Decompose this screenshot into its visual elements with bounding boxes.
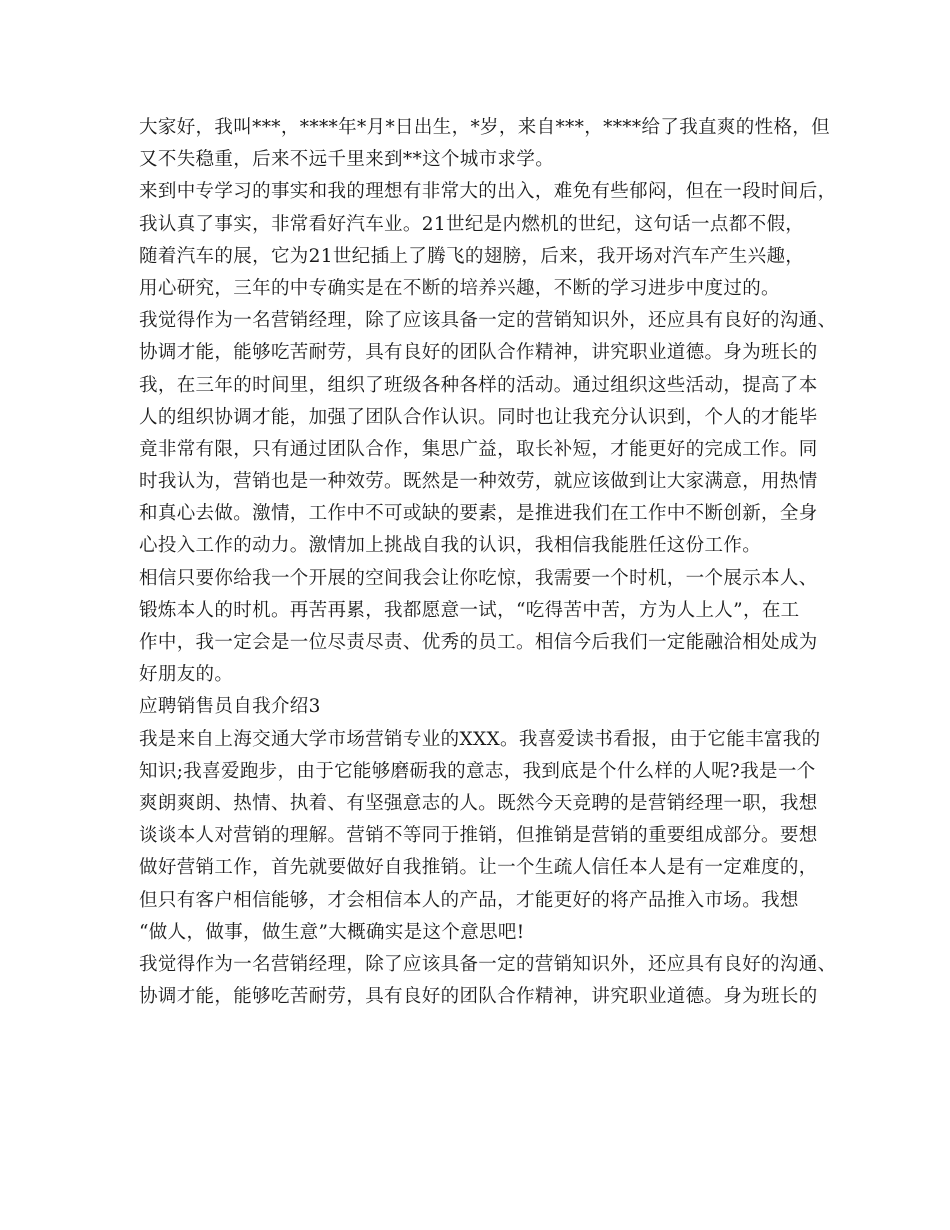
text-line: 我是来自上海交通大学市场营销专业的XXX。我喜爱读书看报，由于它能丰富我的 xyxy=(139,728,821,750)
text-line: 爽朗爽朗、热情、执着、有坚强意志的人。既然今天竞聘的是营销经理一职，我想 xyxy=(139,792,818,814)
section-heading: 应聘销售员自我介绍3 xyxy=(139,696,321,718)
text-line: 协调才能，能够吃苦耐劳，具有良好的团队合作精神，讲究职业道德。身为班长的 xyxy=(139,342,818,364)
text-line: 时我认为，营销也是一种效劳。既然是一种效劳，就应该做到让大家满意，用热情 xyxy=(139,471,818,493)
text-line: 我认真了事实，非常看好汽车业。21世纪是内燃机的世纪，这句话一点都不假， xyxy=(139,213,805,235)
text-line: 做好营销工作，首先就要做好自我推销。让一个生疏人信任本人是有一定难度的， xyxy=(139,857,818,879)
text-line: 竟非常有限，只有通过团队合作，集思广益，取长补短，才能更好的完成工作。同 xyxy=(139,438,818,460)
text-line: 协调才能，能够吃苦耐劳，具有良好的团队合作精神，讲究职业道德。身为班长的 xyxy=(139,986,818,1008)
text-line: 好朋友的。 xyxy=(139,664,234,686)
text-line: 我，在三年的时间里，组织了班级各种各样的活动。通过组织这些活动，提高了本 xyxy=(139,374,818,396)
text-line: 和真心去做。激情，工作中不可或缺的要素，是推进我们在工作中不断创新，全身 xyxy=(139,503,818,525)
text-line: 我觉得作为一名营销经理，除了应该具备一定的营销知识外，还应具有良好的沟通、 xyxy=(139,953,837,975)
text-line: 作中，我一定会是一位尽责尽责、优秀的员工。相信今后我们一定能融洽相处成为 xyxy=(139,632,818,653)
text-line: 又不失稳重，后来不远千里来到**这个城市求学。 xyxy=(139,149,555,171)
text-line: 谈谈本人对营销的理解。营销不等同于推销，但推销是营销的重要组成部分。要想 xyxy=(139,825,818,847)
text-line: 心投入工作的动力。激情加上挑战自我的认识，我相信我能胜任这份工作。 xyxy=(139,535,762,557)
text-line: 相信只要你给我一个开展的空间我会让你吃惊，我需要一个时机，一个展示本人、 xyxy=(139,567,818,589)
text-line: 大家好，我叫***，****年*月*日出生，*岁，来自***，****给了我直爽的性格，但 xyxy=(139,117,831,138)
text-line: 知识;我喜爱跑步，由于它能够磨砺我的意志，我到底是个什么样的人呢?我是一个 xyxy=(139,760,816,782)
text-line: 但只有客户相信能够，才会相信本人的产品，才能更好的将产品推入市场。我想 xyxy=(139,889,799,911)
document-body xyxy=(139,112,837,1013)
text-line: 用心研究，三年的中专确实是在不断的培养兴趣，不断的学习进步中度过的。 xyxy=(139,277,780,299)
text-line: 锻炼本人的时机。再苦再累，我都愿意一试，“吃得苦中苦，方为人上人”，在工 xyxy=(139,599,800,621)
text-line: 我觉得作为一名营销经理，除了应该具备一定的营销知识外，还应具有良好的沟通、 xyxy=(139,310,837,332)
text-line: “做人，做事，做生意”大概确实是这个意思吧! xyxy=(139,921,525,943)
text-line: 随着汽车的展，它为21世纪插上了腾飞的翅膀，后来，我开场对汽车产生兴趣， xyxy=(139,245,805,267)
text-line: 人的组织协调才能，加强了团队合作认识。同时也让我充分认识到，个人的才能毕 xyxy=(139,406,818,428)
text-line: 来到中专学习的事实和我的理想有非常大的出入，难免有些郁闷，但在一段时间后， xyxy=(139,181,837,203)
